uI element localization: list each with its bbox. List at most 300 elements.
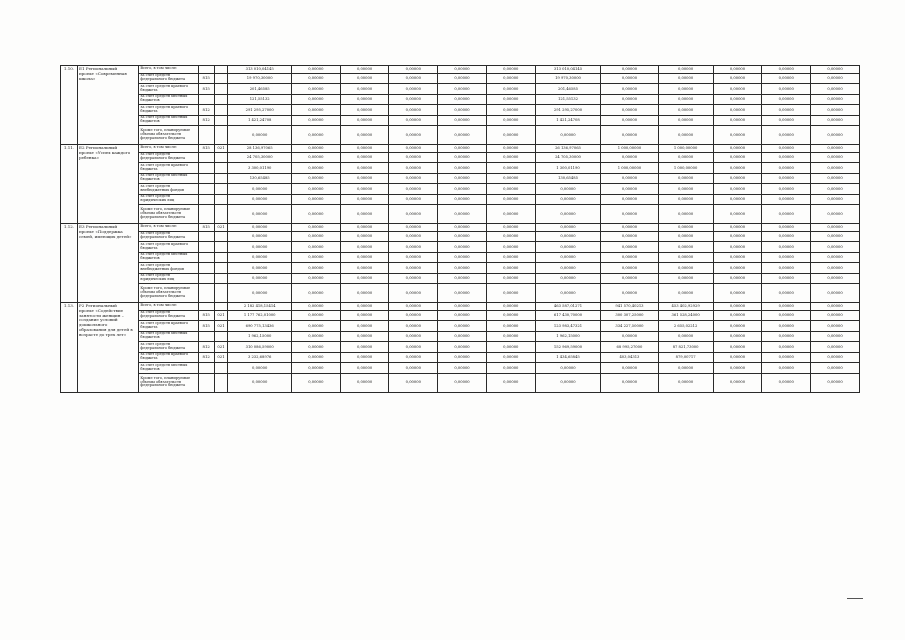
funding-source-line: за счет средств — [140, 231, 170, 236]
funding-source-label — [139, 205, 198, 224]
year-value-cell: 0,00000 — [658, 231, 713, 242]
ministry-code — [198, 373, 214, 392]
year-value-cell: 0,00000 — [811, 310, 860, 321]
year-value-cell: 0,00000 — [535, 126, 601, 145]
year-value-cell: 0,00000 — [762, 163, 811, 174]
funding-source-label — [139, 310, 198, 321]
year-value-cell: 0,00000 — [438, 252, 487, 263]
funding-source-line: за счет средств местных — [140, 115, 188, 120]
year-value-cell: 1 962,15000 — [535, 331, 601, 342]
year-value-cell: 0,00000 — [438, 263, 487, 274]
year-value-cell: 0,00000 — [762, 126, 811, 145]
section-code — [214, 194, 228, 205]
section-code — [214, 94, 228, 105]
year-value-cell: 0,00000 — [658, 115, 713, 126]
year-value-cell: 0,00000 — [811, 224, 860, 232]
total-cell: 310 086,59000 — [228, 342, 292, 353]
year-value-cell: 0,00000 — [601, 84, 658, 95]
year-value-cell: 0,00000 — [438, 184, 487, 195]
year-value-cell: 0,00000 — [811, 84, 860, 95]
year-value-cell: 0,00000 — [389, 173, 438, 184]
year-value-cell: 0,00000 — [601, 126, 658, 145]
year-value-cell: 0,00000 — [389, 105, 438, 116]
funding-source-line: за счет средств краевого — [140, 83, 189, 88]
funding-source-line: федерального бюджета — [140, 293, 186, 298]
year-value-cell: 0,00000 — [340, 184, 389, 195]
year-value-cell: 0,00000 — [389, 194, 438, 205]
year-value-cell: 0,00000 — [291, 126, 340, 145]
year-value-cell: 0,00000 — [658, 224, 713, 232]
funding-source-label — [139, 273, 198, 284]
year-value-cell: 0,00000 — [811, 284, 860, 303]
year-value-cell: 0,00000 — [486, 73, 535, 84]
year-value-cell: 1 000,00000 — [658, 145, 713, 153]
year-value-cell: 0,00000 — [340, 342, 389, 353]
section-code — [214, 184, 228, 195]
table-row — [61, 252, 860, 263]
table-row — [61, 205, 860, 224]
year-value-cell: 0,00000 — [762, 66, 811, 74]
funding-source-label — [139, 352, 198, 363]
year-value-cell: 0,00000 — [291, 73, 340, 84]
year-value-cell: 0,00000 — [486, 194, 535, 205]
ministry-code — [198, 94, 214, 105]
funding-source-line: за счет средств краевого — [140, 352, 189, 357]
year-value-cell: 0,00000 — [811, 252, 860, 263]
year-value-cell: 0,00000 — [389, 115, 438, 126]
year-value-cell: 0,00000 — [486, 66, 535, 74]
year-value-cell: 0,00000 — [535, 263, 601, 274]
funding-source-line: Всего, в том числе: — [140, 224, 178, 229]
table-row — [61, 105, 860, 116]
year-value-cell: 0,00000 — [658, 331, 713, 342]
year-value-cell: 0,00000 — [713, 152, 762, 163]
year-value-cell: 0,00000 — [291, 94, 340, 105]
year-value-cell: 130,65485 — [535, 173, 601, 184]
year-value-cell: 0,00000 — [486, 331, 535, 342]
table-row — [61, 66, 860, 74]
year-value-cell: 0,00000 — [438, 194, 487, 205]
year-value-cell: 0,00000 — [438, 94, 487, 105]
year-value-cell: 0,00000 — [535, 231, 601, 242]
year-value-cell: 0,00000 — [438, 352, 487, 363]
year-value-cell: 0,00000 — [658, 263, 713, 274]
year-value-cell: 0,00000 — [438, 231, 487, 242]
year-value-cell: 0,00000 — [601, 205, 658, 224]
year-value-cell: 0,00000 — [340, 321, 389, 332]
table-row — [61, 145, 860, 153]
year-value-cell: 0,00000 — [762, 342, 811, 353]
project-name — [77, 303, 138, 393]
year-value-cell: 0,00000 — [291, 84, 340, 95]
funding-source-line: бюджетов — [140, 119, 160, 124]
funding-source-line: за счет средств местных — [140, 173, 188, 178]
total-cell: 0,00000 — [228, 184, 292, 195]
year-value-cell: 0,00000 — [535, 242, 601, 253]
year-value-cell: 0,00000 — [291, 252, 340, 263]
year-value-cell: 0,00000 — [291, 145, 340, 153]
year-value-cell: 0,00000 — [811, 205, 860, 224]
year-value-cell: 0,00000 — [486, 242, 535, 253]
year-value-cell: 0,00000 — [811, 263, 860, 274]
year-value-cell: 0,00000 — [713, 173, 762, 184]
section-code — [214, 252, 228, 263]
year-value-cell: 0,00000 — [389, 152, 438, 163]
year-value-cell: 0,00000 — [486, 105, 535, 116]
funding-source-label — [139, 126, 198, 145]
funding-source-line: за счет средств — [140, 273, 170, 278]
year-value-cell: 0,00000 — [762, 115, 811, 126]
total-cell: 3 300,01190 — [228, 163, 292, 174]
ministry-code — [198, 284, 214, 303]
table-row — [61, 73, 860, 84]
budget-table — [60, 65, 860, 393]
year-value-cell: 0,00000 — [811, 184, 860, 195]
year-value-cell: 0,00000 — [438, 331, 487, 342]
table-row — [61, 352, 860, 363]
year-value-cell: 0,00000 — [438, 84, 487, 95]
year-value-cell: 0,00000 — [389, 94, 438, 105]
year-value-cell: 0,00000 — [762, 310, 811, 321]
year-value-cell: 0,00000 — [713, 321, 762, 332]
year-value-cell: 0,00000 — [340, 231, 389, 242]
year-value-cell: 0,00000 — [340, 115, 389, 126]
year-value-cell: 0,00000 — [486, 363, 535, 374]
year-value-cell: 941 570,40213 — [601, 303, 658, 311]
section-code — [214, 105, 228, 116]
year-value-cell: 0,00000 — [762, 373, 811, 392]
year-value-cell: 0,00000 — [811, 105, 860, 116]
section-code — [214, 73, 228, 84]
year-value-cell: 0,00000 — [486, 284, 535, 303]
year-value-cell: 0,00000 — [713, 363, 762, 374]
year-value-cell: 0,00000 — [486, 342, 535, 353]
year-value-cell: 0,00000 — [389, 284, 438, 303]
total-cell: 0,00000 — [228, 242, 292, 253]
year-value-cell: 0,00000 — [438, 373, 487, 392]
section-code: 021 — [214, 145, 228, 153]
year-value-cell: 0,00000 — [340, 205, 389, 224]
funding-source-line: федерального бюджета — [140, 135, 186, 140]
year-value-cell: 0,00000 — [601, 273, 658, 284]
year-value-cell: 0,00000 — [713, 73, 762, 84]
funding-source-line: Всего, в том числе: — [140, 145, 178, 150]
total-cell: 690 775,13436 — [228, 321, 292, 332]
funding-source-label — [139, 145, 198, 153]
section-code — [214, 363, 228, 374]
year-value-cell: 0,00000 — [486, 303, 535, 311]
year-value-cell: 0,00000 — [535, 284, 601, 303]
funding-source-label — [139, 224, 198, 232]
total-cell: 0,00000 — [228, 231, 292, 242]
year-value-cell: 0,00000 — [713, 252, 762, 263]
year-value-cell: 0,00000 — [389, 363, 438, 374]
project-name-line: создание условий — [78, 317, 118, 323]
year-value-cell: 1 421,24708 — [535, 115, 601, 126]
year-value-cell: 1 000,00000 — [601, 145, 658, 153]
funding-source-line: объемы обязательств — [140, 132, 182, 137]
section-code — [214, 115, 228, 126]
year-value-cell: 0,00000 — [811, 273, 860, 284]
funding-source-line: Кроме того, планируемые — [140, 128, 191, 133]
funding-source-line: за счет средств местных — [140, 94, 188, 99]
year-value-cell: 0,00000 — [658, 173, 713, 184]
year-value-cell: 0,00000 — [291, 342, 340, 353]
year-value-cell: 0,00000 — [658, 184, 713, 195]
year-value-cell: 0,00000 — [713, 94, 762, 105]
year-value-cell: 0,00000 — [438, 105, 487, 116]
year-value-cell: 24 705,30000 — [535, 152, 601, 163]
year-value-cell: 0,00000 — [658, 363, 713, 374]
row-number: 1.13. — [61, 303, 78, 393]
section-code: 021 — [214, 352, 228, 363]
year-value-cell: 0,00000 — [762, 331, 811, 342]
year-value-cell: 0,00000 — [658, 252, 713, 263]
year-value-cell: 0,00000 — [601, 242, 658, 253]
section-code — [214, 205, 228, 224]
year-value-cell: 0,00000 — [601, 152, 658, 163]
year-value-cell: 0,00000 — [762, 194, 811, 205]
ministry-code — [198, 205, 214, 224]
section-code — [214, 284, 228, 303]
funding-source-line: объемы обязательств — [140, 379, 182, 384]
year-value-cell: 0,00000 — [762, 84, 811, 95]
year-value-cell: 0,00000 — [811, 321, 860, 332]
year-value-cell: 0,00000 — [291, 273, 340, 284]
year-value-cell: 0,00000 — [535, 224, 601, 232]
year-value-cell: 0,00000 — [486, 152, 535, 163]
project-name-line: ребенка» — [78, 154, 100, 160]
funding-source-label — [139, 94, 198, 105]
funding-source-line: бюджета — [140, 245, 158, 250]
year-value-cell: 0,00000 — [389, 373, 438, 392]
year-value-cell: 0,00000 — [713, 310, 762, 321]
year-value-cell: 300 307,25000 — [601, 310, 658, 321]
funding-source-label — [139, 66, 198, 74]
year-value-cell: 0,00000 — [340, 105, 389, 116]
funding-source-line: федерального бюджета — [140, 314, 186, 319]
year-value-cell: 0,00000 — [340, 84, 389, 95]
year-value-cell: 0,00000 — [486, 173, 535, 184]
year-value-cell: 0,00000 — [713, 66, 762, 74]
funding-source-line: за счет средств — [140, 310, 170, 315]
year-value-cell: 0,00000 — [713, 126, 762, 145]
year-value-cell: 0,00000 — [601, 252, 658, 263]
year-value-cell: 0,00000 — [340, 126, 389, 145]
year-value-cell: 0,00000 — [340, 194, 389, 205]
year-value-cell: 0,00000 — [389, 321, 438, 332]
section-code — [214, 163, 228, 174]
year-value-cell: 0,00000 — [762, 284, 811, 303]
year-value-cell: 0,00000 — [389, 310, 438, 321]
table-row — [61, 184, 860, 195]
year-value-cell: 0,00000 — [811, 194, 860, 205]
year-value-cell: 0,00000 — [291, 173, 340, 184]
year-value-cell: 0,00000 — [762, 173, 811, 184]
year-value-cell: 0,00000 — [389, 205, 438, 224]
year-value-cell: 0,00000 — [340, 73, 389, 84]
funding-source-label — [139, 231, 198, 242]
year-value-cell: 0,00000 — [438, 163, 487, 174]
year-value-cell: 0,00000 — [291, 352, 340, 363]
year-value-cell: 0,00000 — [713, 105, 762, 116]
table-row — [61, 331, 860, 342]
year-value-cell: 0,00000 — [762, 152, 811, 163]
year-value-cell: 0,00000 — [340, 273, 389, 284]
year-value-cell: 0,00000 — [340, 284, 389, 303]
year-value-cell: 0,00000 — [762, 231, 811, 242]
year-value-cell: 0,00000 — [340, 303, 389, 311]
year-value-cell: 0,00000 — [389, 263, 438, 274]
year-value-cell: 403,04313 — [601, 352, 658, 363]
year-value-cell: 0,00000 — [762, 303, 811, 311]
year-value-cell: 0,00000 — [658, 105, 713, 116]
funding-source-line: бюджетов — [140, 177, 160, 182]
year-value-cell: 0,00000 — [291, 224, 340, 232]
project-name — [77, 66, 138, 145]
year-value-cell: 453 402,92929 — [658, 303, 713, 311]
year-value-cell: 0,00000 — [291, 242, 340, 253]
year-value-cell: 0,00000 — [291, 263, 340, 274]
total-cell: 1 421,24708 — [228, 115, 292, 126]
year-value-cell: 121,55132 — [535, 94, 601, 105]
year-value-cell: 0,00000 — [291, 194, 340, 205]
page-mark — [847, 598, 863, 599]
funding-source-line: за счет средств — [140, 194, 170, 199]
funding-source-line: бюджетов — [140, 98, 160, 103]
year-value-cell: 0,00000 — [438, 126, 487, 145]
section-code: 021 — [214, 310, 228, 321]
year-value-cell: 0,00000 — [762, 224, 811, 232]
year-value-cell: 0,00000 — [291, 303, 340, 311]
total-cell: 201,46585 — [228, 84, 292, 95]
total-cell: 0,00000 — [228, 224, 292, 232]
project-name-line: школа» — [78, 75, 96, 81]
year-value-cell: 0,00000 — [486, 94, 535, 105]
year-value-cell: 123 983,47321 — [535, 321, 601, 332]
funding-source-label — [139, 363, 198, 374]
funding-source-line: за счет средств местных — [140, 362, 188, 367]
year-value-cell: 0,00000 — [811, 373, 860, 392]
funding-source-label — [139, 194, 198, 205]
total-cell: 121,55132 — [228, 94, 292, 105]
year-value-cell: 617 430,70000 — [535, 310, 601, 321]
project-name — [77, 145, 138, 224]
ministry-code: 815 — [198, 145, 214, 153]
year-value-cell: 0,00000 — [601, 94, 658, 105]
funding-source-line: Всего, в том числе: — [140, 303, 178, 308]
year-value-cell: 0,00000 — [389, 145, 438, 153]
year-value-cell: 0,00000 — [340, 373, 389, 392]
year-value-cell: 0,00000 — [713, 115, 762, 126]
year-value-cell: 0,00000 — [486, 184, 535, 195]
year-value-cell: 0,00000 — [340, 242, 389, 253]
project-name-line: E2 Региональный — [78, 145, 118, 150]
year-value-cell: 0,00000 — [713, 373, 762, 392]
year-value-cell: 0,00000 — [601, 73, 658, 84]
year-value-cell: 0,00000 — [291, 152, 340, 163]
funding-source-line: за счет средств краевого — [140, 162, 189, 167]
year-value-cell: 0,00000 — [389, 273, 438, 284]
year-value-cell: 0,00000 — [389, 303, 438, 311]
year-value-cell: 0,00000 — [389, 252, 438, 263]
year-value-cell: 2 655,02212 — [658, 321, 713, 332]
funding-source-label — [139, 84, 198, 95]
funding-source-label — [139, 373, 198, 392]
table-row — [61, 224, 860, 232]
ministry-code — [198, 252, 214, 263]
year-value-cell: 0,00000 — [713, 273, 762, 284]
ministry-code: 812 — [198, 342, 214, 353]
year-value-cell: 0,00000 — [601, 231, 658, 242]
ministry-code: 812 — [198, 105, 214, 116]
project-name-line: дошкольного — [78, 322, 108, 328]
funding-source-label — [139, 252, 198, 263]
year-value-cell: 0,00000 — [762, 252, 811, 263]
funding-source-label — [139, 303, 198, 311]
funding-source-line: за счет средств — [140, 183, 170, 188]
project-name-line: возрасте до трех лет» — [78, 331, 127, 337]
year-value-cell: 0,00000 — [811, 126, 860, 145]
row-number: 1.11. — [61, 145, 78, 224]
year-value-cell: 0,00000 — [438, 205, 487, 224]
funding-source-line: юридических лиц — [140, 198, 175, 203]
funding-source-label — [139, 321, 198, 332]
year-value-cell: 0,00000 — [601, 194, 658, 205]
year-value-cell: 0,00000 — [811, 352, 860, 363]
year-value-cell: 0,00000 — [658, 94, 713, 105]
total-cell: 3 232,68976 — [228, 352, 292, 363]
year-value-cell: 0,00000 — [291, 363, 340, 374]
year-value-cell: 0,00000 — [713, 284, 762, 303]
ministry-code — [198, 242, 214, 253]
funding-source-line: Кроме того, планируемые — [140, 207, 191, 212]
total-cell: 1 962,15000 — [228, 331, 292, 342]
year-value-cell: 0,00000 — [601, 115, 658, 126]
funding-source-label — [139, 105, 198, 116]
table-row — [61, 231, 860, 242]
table-row — [61, 242, 860, 253]
year-value-cell: 0,00000 — [601, 284, 658, 303]
year-value-cell: 0,00000 — [291, 184, 340, 195]
year-value-cell: 0,00000 — [713, 231, 762, 242]
year-value-cell: 0,00000 — [486, 352, 535, 363]
funding-source-line: бюджета — [140, 324, 158, 329]
year-value-cell: 0,00000 — [340, 152, 389, 163]
section-code: 021 — [214, 342, 228, 353]
year-value-cell: 0,00000 — [535, 273, 601, 284]
project-name-line: проект «Поддержка — [78, 228, 123, 234]
table-row — [61, 284, 860, 303]
year-value-cell: 0,00000 — [658, 194, 713, 205]
total-cell: 291 295,27000 — [228, 105, 292, 116]
funding-source-line: объемы обязательств — [140, 211, 182, 216]
row-number: 1.12. — [61, 224, 78, 303]
section-code: 021 — [214, 321, 228, 332]
year-value-cell: 0,00000 — [762, 105, 811, 116]
funding-source-line: Кроме того, планируемые — [140, 286, 191, 291]
year-value-cell: 0,00000 — [438, 73, 487, 84]
year-value-cell: 0,00000 — [291, 321, 340, 332]
year-value-cell: 0,00000 — [340, 163, 389, 174]
funding-source-label — [139, 263, 198, 274]
year-value-cell: 0,00000 — [389, 66, 438, 74]
funding-source-line: бюджета — [140, 108, 158, 113]
table-row — [61, 94, 860, 105]
year-value-cell: 0,00000 — [811, 115, 860, 126]
funding-source-label — [139, 173, 198, 184]
year-value-cell: 0,00000 — [438, 152, 487, 163]
